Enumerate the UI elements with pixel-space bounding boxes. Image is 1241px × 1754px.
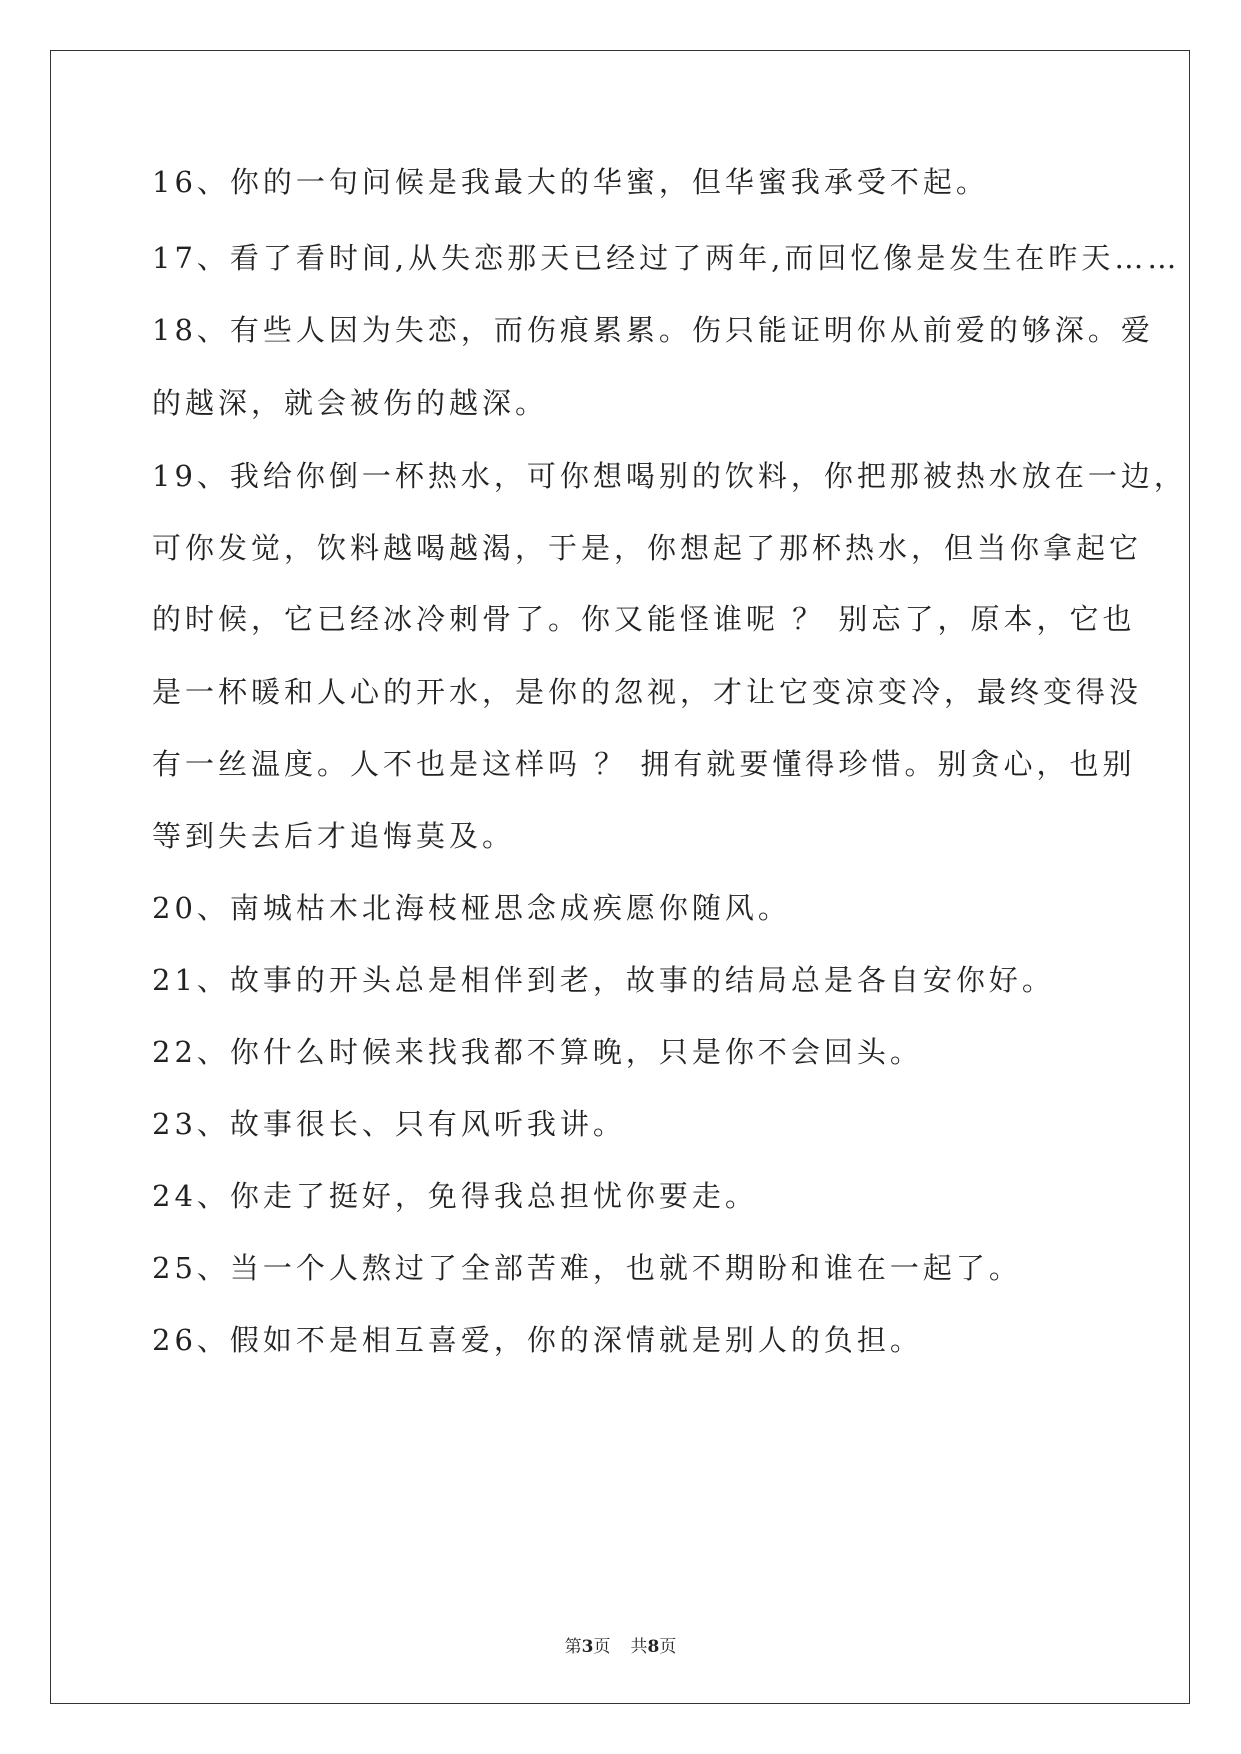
text-line: 19、我给你倒一杯热水，可你想喝别的饮料，你把那被热水放在一边， xyxy=(152,459,1187,493)
text-line: 23、故事很长、只有风听我讲。 xyxy=(152,1107,626,1141)
text-line: 的越深，就会被伤的越深。 xyxy=(152,386,549,420)
page-footer xyxy=(0,1632,1241,1657)
text-line: 24、你走了挺好，免得我总担忧你要走。 xyxy=(152,1179,758,1213)
text-line: 22、你什么时候来找我都不算晚，只是你不会回头。 xyxy=(152,1035,923,1069)
total-pages-number: 8 xyxy=(647,1637,660,1657)
text-line: 是一杯暖和人心的开水，是你的忽视，才让它变凉变冷，最终变得没 xyxy=(152,675,1143,709)
current-page-number: 3 xyxy=(581,1637,594,1657)
text-line: 18、有些人因为失恋，而伤痕累累。伤只能证明你从前爱的够深。爱 xyxy=(152,313,1154,347)
page-prefix: 第 xyxy=(564,1637,582,1657)
text-line: 26、假如不是相互喜爱，你的深情就是别人的负担。 xyxy=(152,1323,923,1357)
total-suffix: 页 xyxy=(659,1637,677,1657)
text-line: 等到失去后才追悔莫及。 xyxy=(152,819,516,853)
text-line: 有一丝温度。人不也是这样吗 ？ 拥有就要懂得珍惜。别贪心，也别 xyxy=(152,747,1136,781)
text-line: 的时候，它已经冰冷刺骨了。你又能怪谁呢 ？ 别忘了，原本，它也 xyxy=(152,602,1136,636)
text-line: 16、你的一句问候是我最大的华蜜，但华蜜我承受不起。 xyxy=(152,165,989,199)
text-line: 17、看了看时间,从失恋那天已经过了两年,而回忆像是发生在昨天…… xyxy=(152,241,1181,275)
page-border xyxy=(50,50,1190,1704)
text-line: 20、南城枯木北海枝桠思念成疾愿你随风。 xyxy=(152,891,791,925)
total-prefix: 共 xyxy=(630,1637,648,1657)
page-suffix: 页 xyxy=(593,1637,611,1657)
text-line: 21、故事的开头总是相伴到老，故事的结局总是各自安你好。 xyxy=(152,963,1055,997)
text-line: 25、当一个人熬过了全部苦难，也就不期盼和谁在一起了。 xyxy=(152,1251,1022,1285)
text-line: 可你发觉，饮料越喝越渴，于是，你想起了那杯热水，但当你拿起它 xyxy=(152,531,1143,565)
